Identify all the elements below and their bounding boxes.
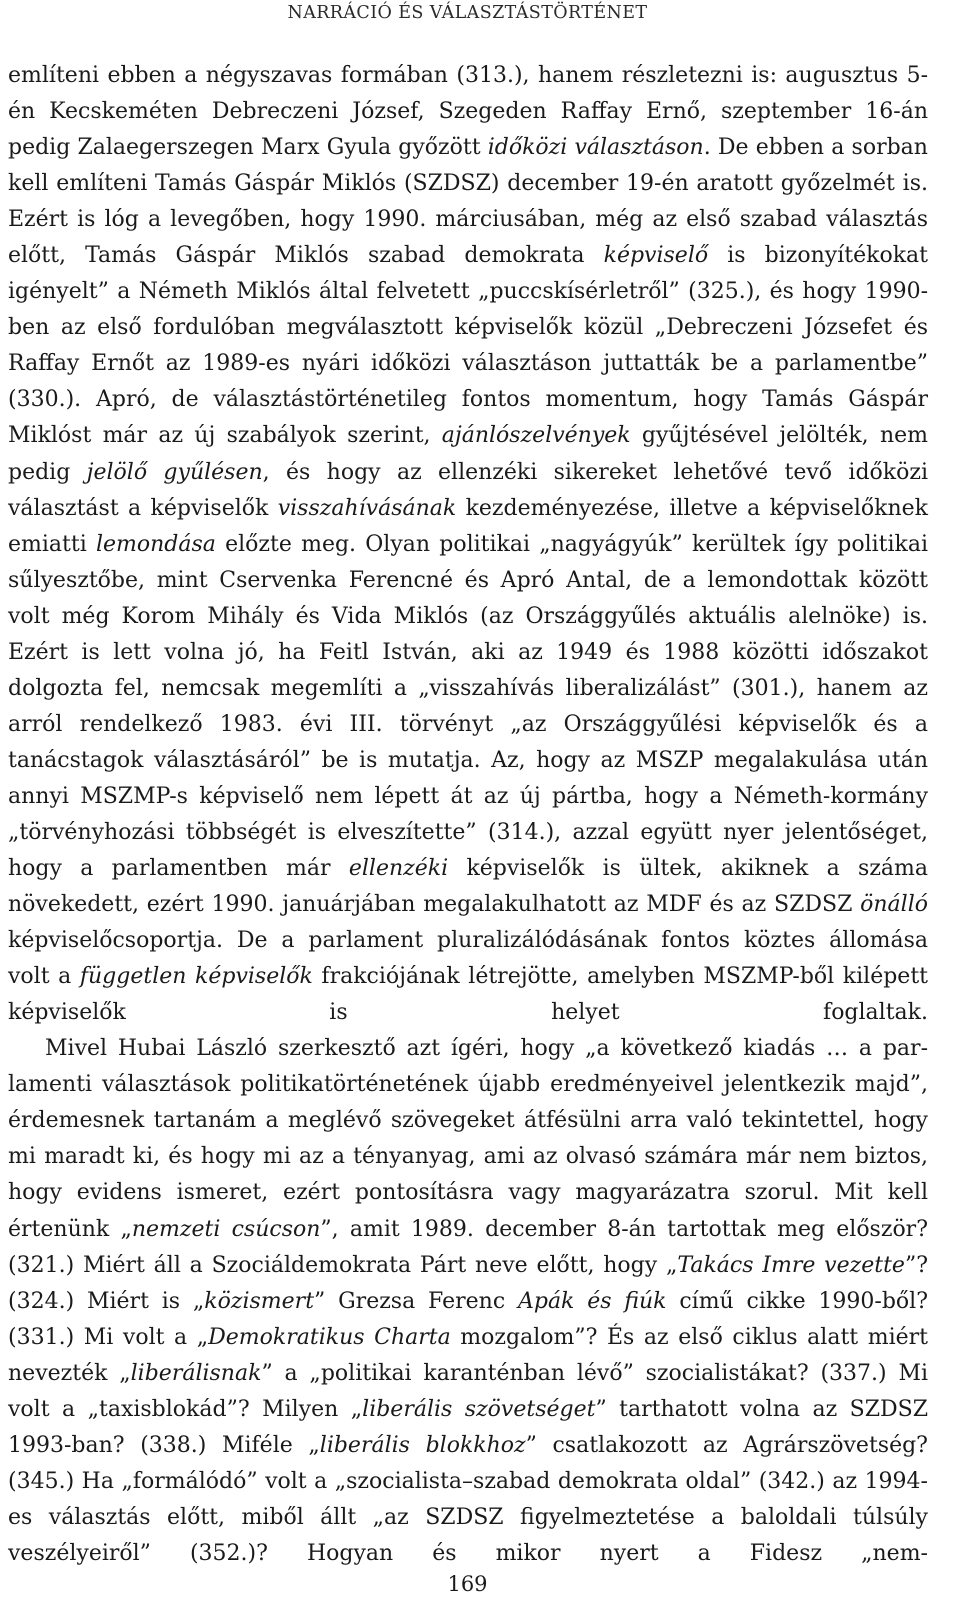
emphasis: ajánlószelvények bbox=[441, 423, 631, 449]
emphasis: képviselő bbox=[603, 243, 709, 269]
emphasis: Demokratikus Charta bbox=[208, 1324, 451, 1350]
emphasis: jelölő gyűlésen bbox=[86, 459, 263, 485]
body-text bbox=[8, 58, 928, 1572]
emphasis: liberális blokkhoz bbox=[319, 1432, 526, 1458]
emphasis: önálló bbox=[860, 892, 928, 918]
emphasis: közismert bbox=[204, 1288, 315, 1314]
emphasis: időközi választáson bbox=[487, 135, 704, 161]
paragraph-1: említeni ebben a négyszavas formában (313.), hanem részletezni is: augusztus 5-én Kecskeméten Debreczeni József, Szegeden Raffay Ernő, szeptember 16-án pedig Zalaegerszegen Marx Gyula győzött időközi választáson. De ebben a sorban kell említeni Tamás Gáspár Miklós (SZDSZ) december 19-én aratott győzelmét is. Ezért is lóg a levegőben, hogy 1990. márciusában, még az első szabad választás előtt, Tamás Gáspár Miklós szabad demokrata képviselő is bizonyítékokat igényelt” a Németh Miklós által felvetett „puccskísérletről” (325.), és hogy 1990-ben az első fordulóban megválasztott képviselők közül „Debreczeni Józsefet és Raffay Ernőt az 1989-es nyári időközi választáson juttatták be a parlamentbe” (330.). Apró, de választástörténetileg fontos momentum, hogy Tamás Gáspár Miklóst már az új szabályok szerint, ajánlószelvények gyűjtésével jelölték, nem pedig jelölő gyűlésen, és hogy az ellenzéki sikereket lehetővé tevő időközi választást a képviselők visszahívásának kezdeményezése, illetve a képviselőknek emiatti lemondása előzte meg. Olyan politikai „nagyágyúk” kerültek így politikai sűlyesztőbe, mint Cservenka Ferencné és Apró Antal, de a lemondottak között volt még Korom Mihály és Vida Miklós (az Országgyűlés aktuális alelnöke) is. Ezért is lett volna jó, ha Feitl István, aki az 1949 és 1988 közötti időszakot dolgozta fel, nemcsak megemlíti a „visszahívás liberalizálást” (301.), hanem az arról rendelkező 1983. évi III. törvényt „az Országgyűlési képviselők és a tanácstagok választásáról” be is mutatja. Az, hogy az MSZP megalakulása után annyi MSZMP-s képviselő nem lépett át az új pártba, hogy a Németh-kormány „törvényhozási többségét is elveszítette” (314.), azzal együtt nyer jelentőséget, hogy a parlamentben már ellenzéki képviselők is ültek, akiknek a száma növekedett, ezért 1990. januárjában megalakulhatott az MDF és az SZDSZ önálló képviselőcsoportja. De a parlament pluralizálódásának fontos köztes állomása volt a független képviselők frakciójának létrejötte, amelyben MSZMP-ből kilépett képviselők is helyet foglaltak. bbox=[8, 63, 929, 1026]
emphasis: liberálisnak bbox=[130, 1360, 262, 1386]
emphasis: Apák és fiúk bbox=[517, 1288, 667, 1314]
running-head: NARRÁCIÓ ÉS VÁLASZTÁSTÖRTÉNET bbox=[287, 3, 648, 23]
page-number: 169 bbox=[447, 1572, 488, 1596]
emphasis: liberális szövetséget bbox=[362, 1396, 596, 1422]
emphasis: ellenzéki bbox=[348, 856, 449, 882]
emphasis: Takács Imre vezette bbox=[677, 1252, 905, 1278]
emphasis: független képviselők bbox=[79, 964, 313, 990]
emphasis: visszahívásának bbox=[277, 495, 457, 521]
emphasis: lemondása bbox=[95, 531, 216, 557]
emphasis: nemzeti csúcson bbox=[131, 1216, 321, 1242]
paragraph-2: Mivel Hubai László szerkesztő azt ígéri, hogy „a következő kiadás … a parlamenti választások politikatörténetének újabb eredményeivel jelentkezik majd”, érdemesnek tartanám a meglévő szövegeket átfésülni arra való tekintettel, hogy mi maradt ki, és hogy mi az a tényanyag, ami az olvasó számára már nem biztos, hogy evidens ismeret, ezért pontosításra vagy magyarázatra szorul. Mit kell értenünk „nemzeti csúcson”, amit 1989. december 8-án tartottak meg először? (321.) Miért áll a Szociáldemokrata Párt neve előtt, hogy „Takács Imre vezette”? (324.) Miért is „közismert” Grezsa Ferenc Apák és fiúk című cikke 1990-ből? (331.) Mi volt a „Demokratikus Charta mozgalom”? És az első ciklus alatt miért nevezték „liberálisnak” a „politikai karanténban lévő” szocialistákat? (337.) Mi volt a „taxisblokád”? Milyen „liberális szövetséget” tarthatott volna az SZDSZ 1993-ban? (338.) Miféle „liberális blokkhoz” csatlakozott az Agrárszövetség? (345.) Ha „formálódó” volt a „szocialista–szabad demokrata oldal” (342.) az 1994-es választás előtt, miből állt „az SZDSZ figyelmeztetése a baloldali túlsúly veszélyeiről” (352.)? Hogyan és mikor nyert a Fidesz „nem- bbox=[8, 1036, 929, 1566]
